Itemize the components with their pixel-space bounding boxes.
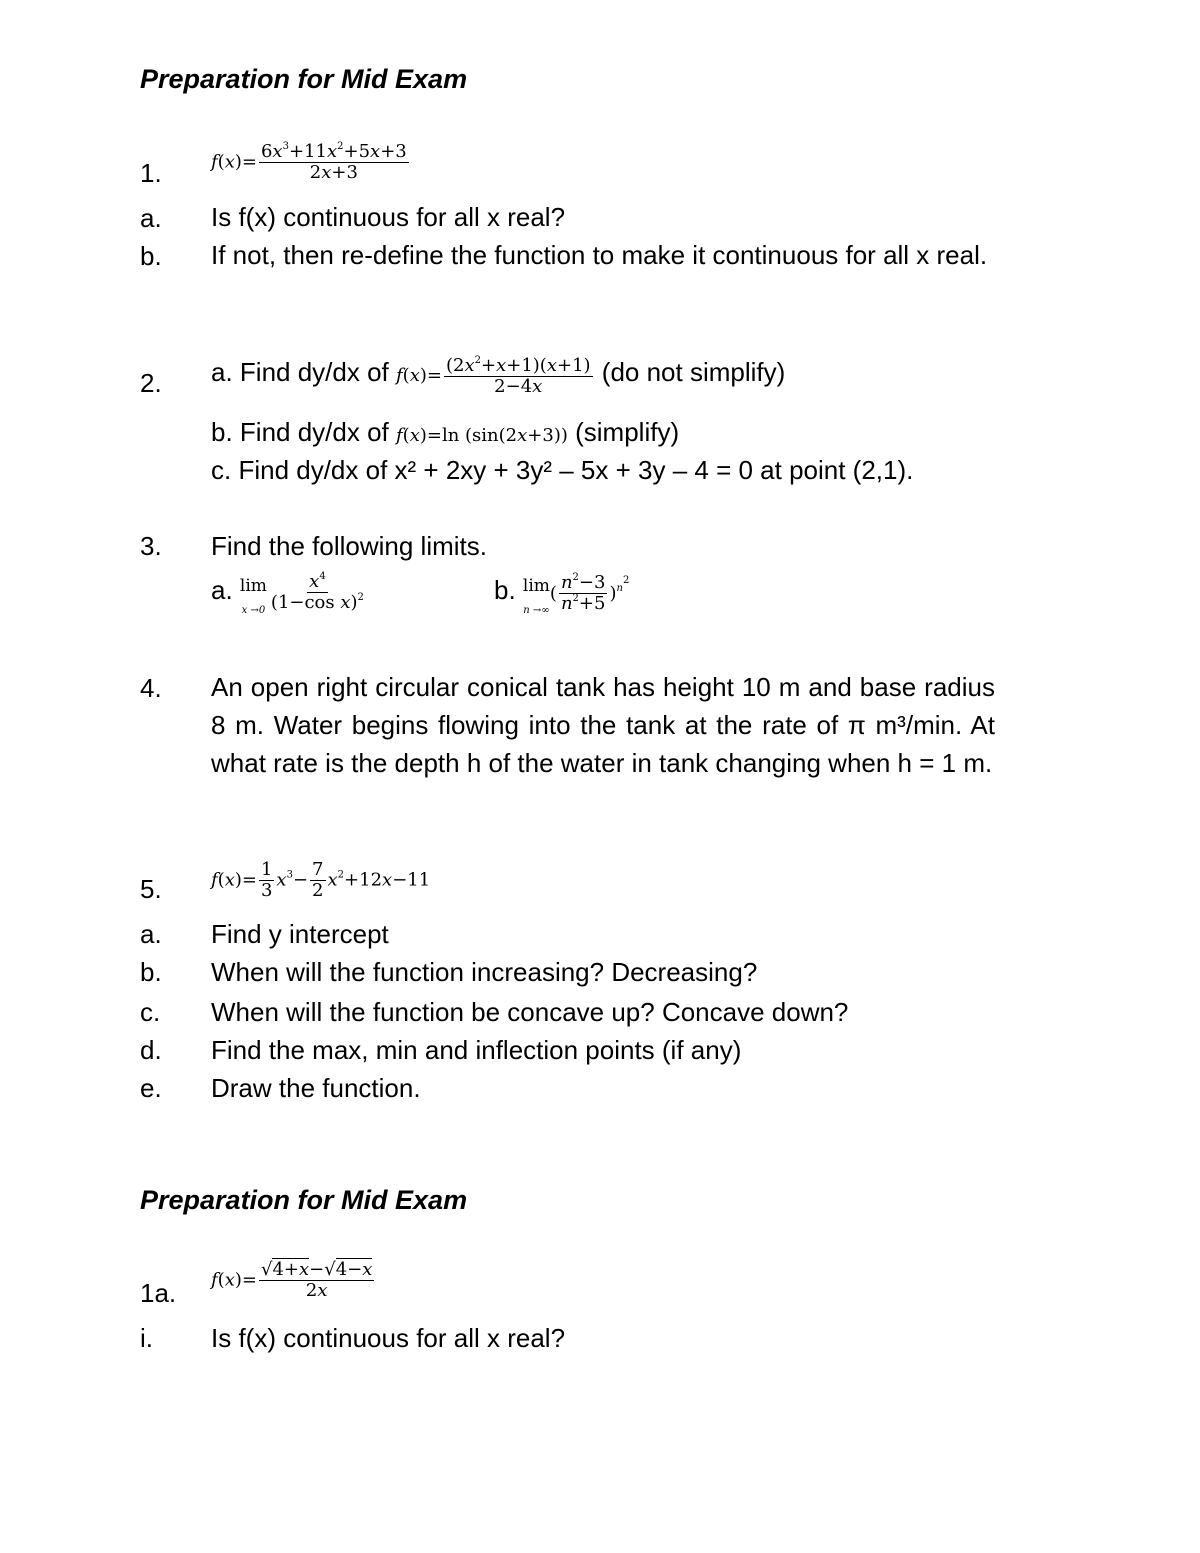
limit-a: a. lim x →0 $\frac{x^4}{(1-\cos x)^2}$ [211,567,368,617]
question-number: 5. [140,874,162,904]
item-label: e. [140,1073,162,1103]
question-number: 1a. [140,1278,177,1308]
formula-q5: f(x)= $\frac{1}{3}$ $x^3-$ $\frac{7}{2}$ $x^2+12x-11$ [211,859,431,901]
question-text: If not, then re-define the function to make it continuous for all x real. [211,240,988,270]
formula-q1: f(x)= $\frac{6x^3+11x^2+5x+3}{2x+3}$ [211,141,407,183]
question-number: 2. [140,368,162,398]
section-title: Preparation for Mid Exam [140,1185,468,1215]
question-2a [211,353,785,397]
item-label: i. [140,1323,153,1353]
question-text: (do not simplify) [601,357,786,387]
question-text: (simplify) [575,417,680,447]
item-label: a. [140,919,162,949]
item-label: a. [140,203,162,233]
question-number: 1. [140,158,162,188]
question-text: c. Find dy/dx of x² + 2xy + 3y² – 5x + 3y – 4 = 0 at point (2,1). [211,455,914,485]
question-text: Find the max, min and inflection points (if any) [211,1035,742,1065]
formula-q2a: f(x)= $\frac{(2x^2+x+1)(x+1)}{2-4x}$ [396,354,591,397]
question-text: b. Find dy/dx of [211,417,389,447]
question-text: Is f(x) continuous for all x real? [211,1323,566,1353]
question-text: When will the function increasing? Decreasing? [211,957,758,987]
item-label: b. [140,241,162,271]
question-text: When will the function be concave up? Concave down? [211,997,849,1027]
formula-limit-b: lim n →∞ [522,576,550,616]
item-label: a. [211,574,233,605]
item-label: c. [140,997,161,1027]
question-text: Find y intercept [211,919,389,949]
formula-q2b: f(x)=ln (sin(2x+3)) [396,425,568,446]
question-text: An open right circular conical tank has height 10 m and base radius 8 m. Water begins flowing into the tank at the rate of π m³/min. At what rate is the depth h of the water in tank changing when h = 1 m. [211,672,995,778]
question-text: Find the following limits. [211,531,487,561]
limit-b: b. lim n →∞ ( $\frac{n^2-3}{n^2+5}$ )$^{n^2}$ [494,567,629,617]
item-label: b. [140,957,162,987]
question-number: 4. [140,673,162,703]
question-text: a. Find dy/dx of [211,357,389,387]
item-label: d. [140,1035,162,1065]
question-text: Is f(x) continuous for all x real? [211,202,566,232]
question-number: 3. [140,531,162,561]
item-label: b. [494,574,516,605]
formula-q1a: f(x)= $\frac{√4+x-√4-x}{2x}$ [211,1259,373,1301]
question-2b [211,413,679,455]
section-title: Preparation for Mid Exam [140,64,468,94]
question-text: Draw the function. [211,1073,421,1103]
formula-limit-a: lim x →0 [239,576,267,616]
